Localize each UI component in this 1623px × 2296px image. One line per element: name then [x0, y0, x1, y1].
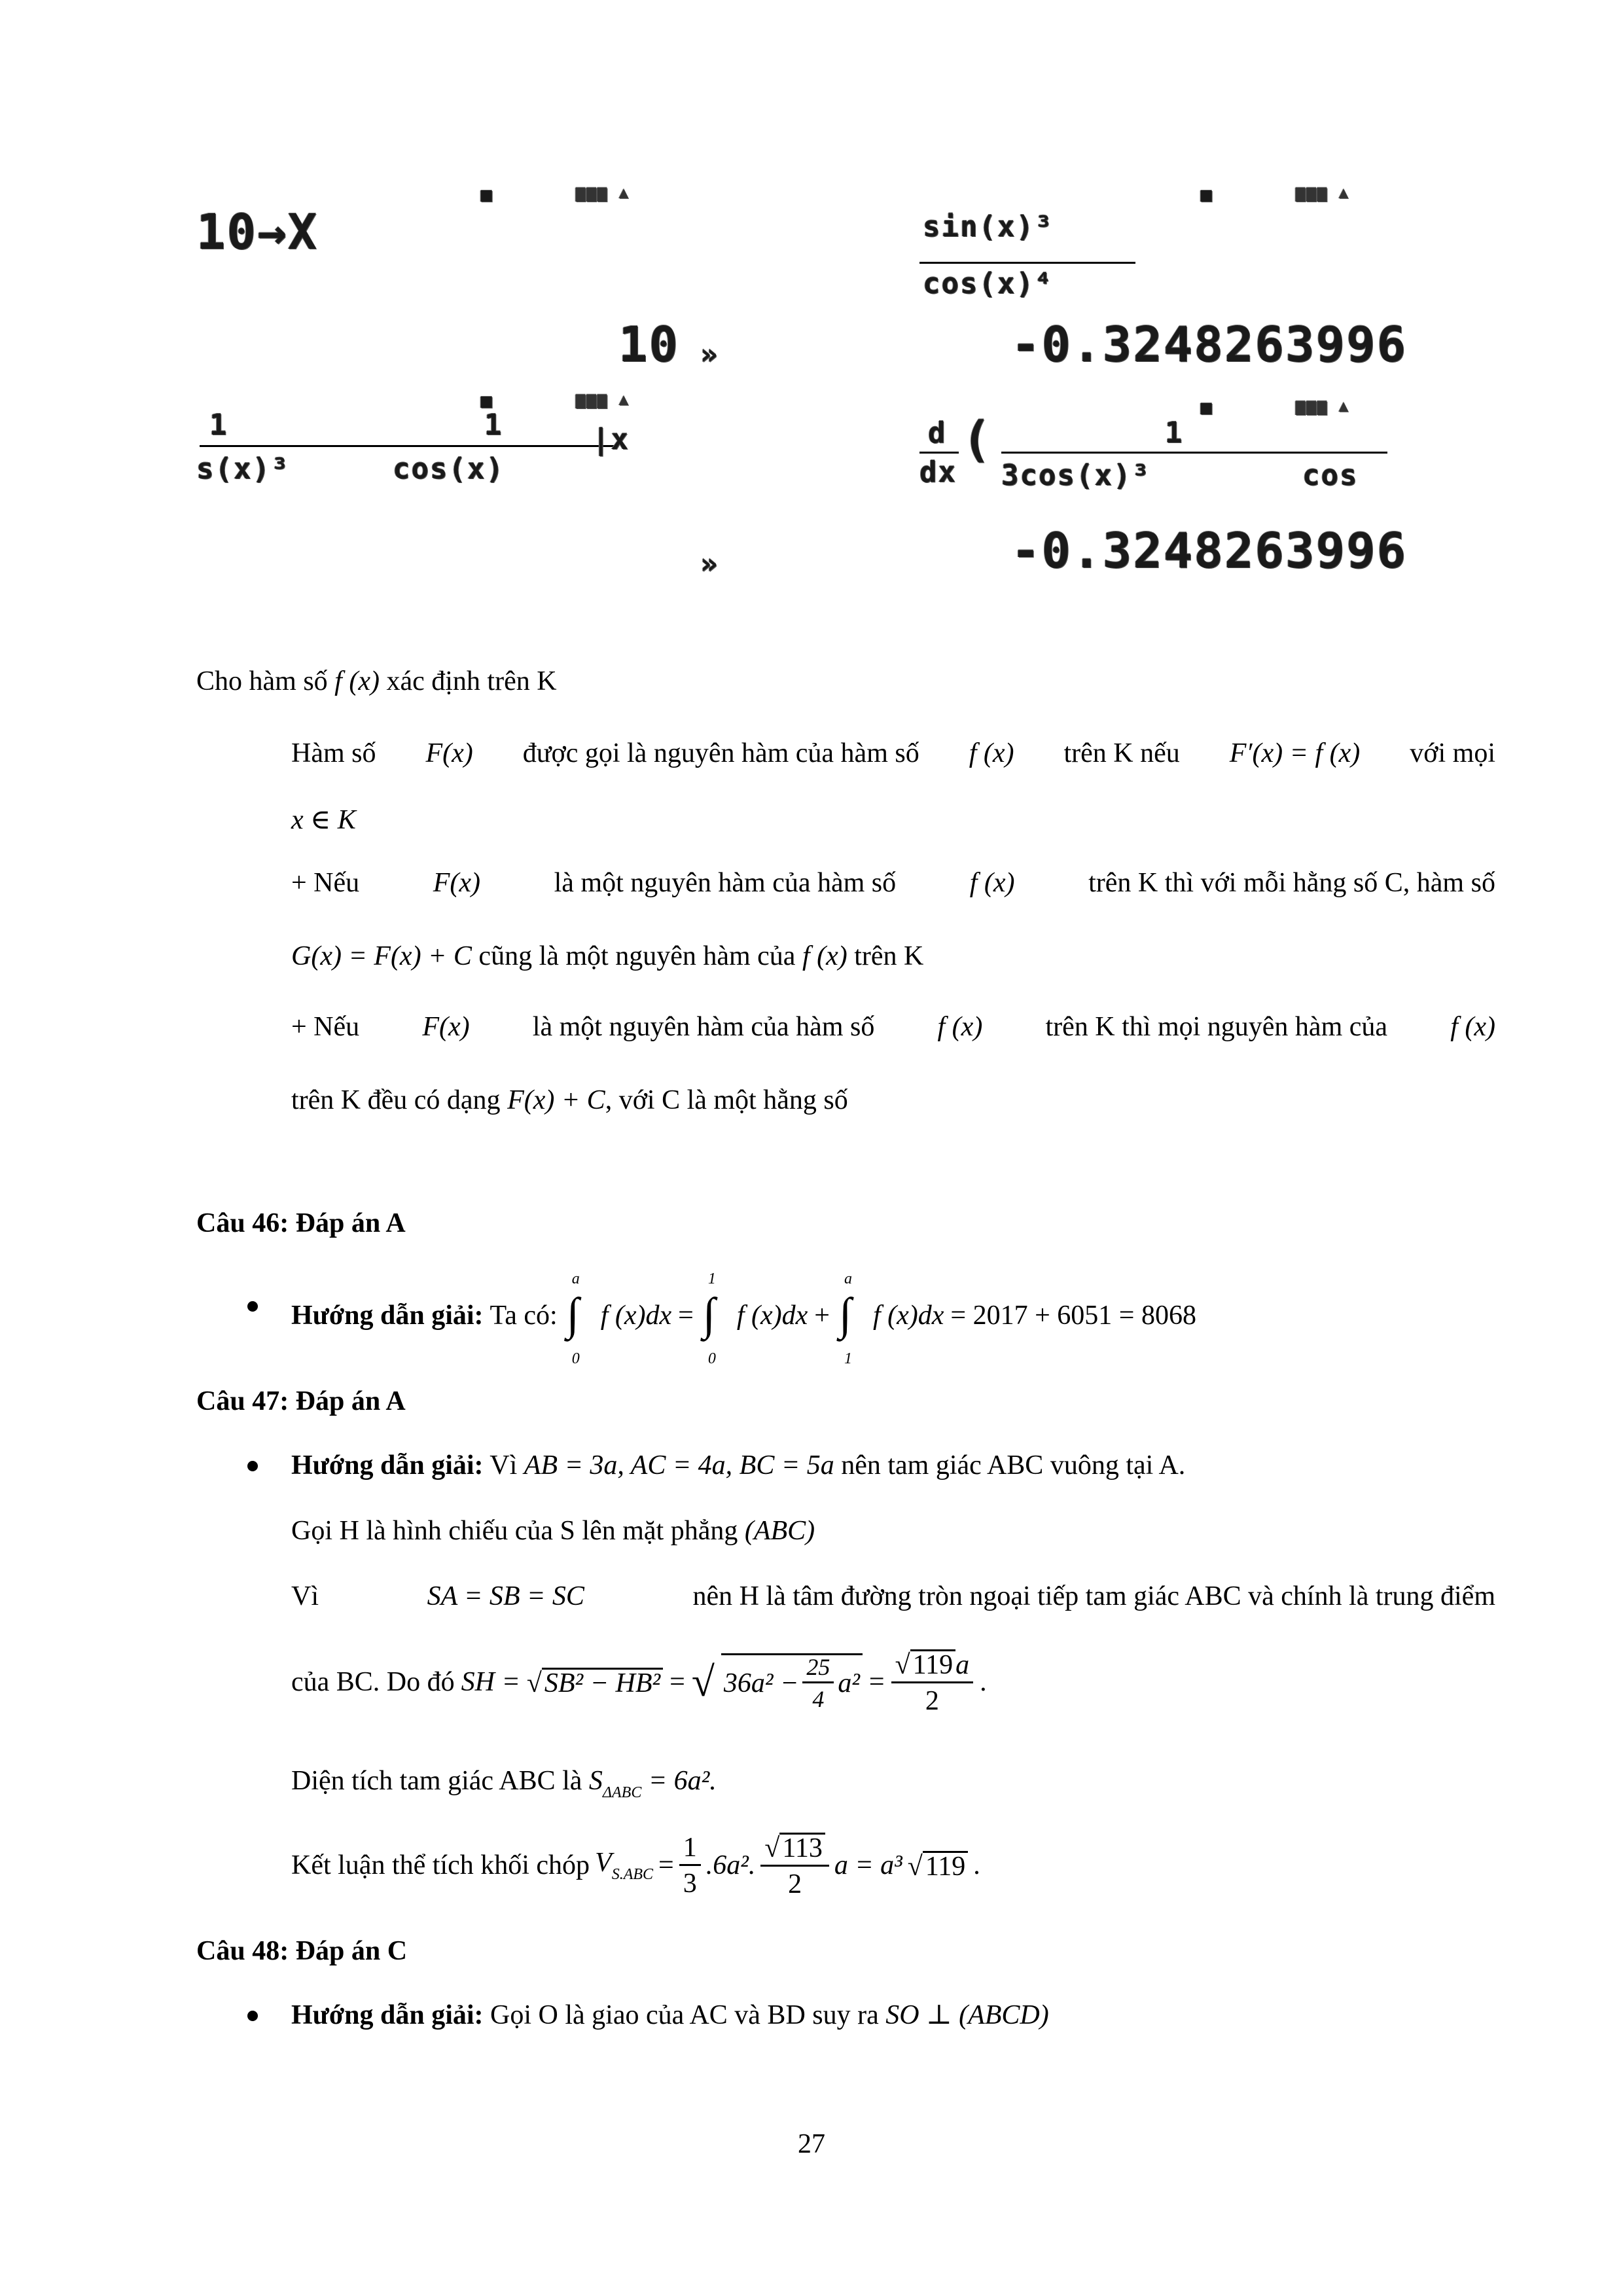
q48-line-1: Hướng dẫn giải: Gọi O là giao của AC và BD suy ra SO ⊥ (ABCD): [291, 2000, 1049, 2030]
q47-line-4: của BC. Do đó SH = √SB² − HB² = √ 36a² − $\frac{25}{4}$ a² = $\frac{√119a}{2}$ .: [291, 1650, 987, 1716]
calc-result: 10: [618, 317, 680, 373]
calc-numerator: sin(x)³: [923, 210, 1054, 243]
calc-fraction-bar: [919, 452, 959, 454]
calc-frac-num: 1: [209, 408, 228, 442]
theory-property-2: + Nếu F(x) là một nguyên hàm của hàm số f (x) trên K thì mọi nguyên hàm của f (x): [291, 1012, 1495, 1042]
calc-expression: 10→X: [196, 204, 319, 260]
status-marks: ▪: [1198, 390, 1217, 423]
q47-heading: Câu 47: Đáp án A: [196, 1386, 406, 1416]
calc-result: -0.3248263996: [1011, 317, 1408, 373]
calc-tail: |x: [592, 423, 630, 456]
calc-fraction-bar: [200, 445, 618, 447]
theory-domain: x ∈ K: [291, 805, 356, 835]
q47-line-6: Kết luận thể tích khối chóp $V_{S.ABC}$ = $\frac{1}{3}$ .6a². $\frac{√113}{2}$ a = a³ √119 .: [291, 1832, 980, 1899]
bullet: [247, 2011, 258, 2021]
status-icons: ▆▆▆ ▲: [1296, 183, 1350, 202]
q48-heading: Câu 48: Đáp án C: [196, 1936, 408, 1966]
theory-intro: Cho hàm số f (x) xác định trên K: [196, 666, 557, 696]
q47-line-5: Diện tích tam giác ABC là $S_{\Delta ABC} = 6a^2$.: [291, 1766, 717, 1801]
calc-frac-den: cos(x): [393, 452, 505, 486]
bullet: [247, 1461, 258, 1471]
calc-fraction-bar: [1001, 452, 1387, 454]
integral: a ∫ 1: [838, 1270, 852, 1367]
calc-numerator: 1: [1165, 416, 1184, 450]
status-marks: ▪: [478, 384, 497, 417]
calc-frac-den: s(x)³: [196, 452, 290, 486]
q47-line-3: Vì SA = SB = SC nên H là tâm đường tròn ngoại tiếp tam giác ABC và chính là trung điểm: [291, 1581, 1495, 1611]
calc-arrows: »: [700, 338, 719, 371]
theory-property-2-cont: trên K đều có dạng F(x) + C, với C là một hằng số: [291, 1085, 848, 1115]
q47-line-1: Hướng dẫn giải: Vì AB = 3a, AC = 4a, BC = 5a nên tam giác ABC vuông tại A.: [291, 1450, 1186, 1480]
theory-definition: Hàm số F(x) được gọi là nguyên hàm của hàm số f (x) trên K nếu F′(x) = f (x) với mọi: [291, 738, 1495, 768]
q47-line-2: Gọi H là hình chiếu của S lên mặt phẳng (ABC): [291, 1516, 815, 1546]
bullet: [247, 1301, 258, 1312]
calc-denominator: cos(x)⁴: [923, 267, 1054, 300]
calc-denominator: 3cos(x)³: [1001, 459, 1150, 492]
calc-paren: (: [962, 412, 993, 468]
integral: 1 ∫ 0: [702, 1270, 716, 1367]
theory-property-1-cont: G(x) = F(x) + C cũng là một nguyên hàm của f (x) trên K: [291, 941, 924, 971]
calc-denominator: cos: [1302, 459, 1359, 492]
calc-derivative-d: d: [928, 416, 947, 450]
status-marks: ▪: [478, 177, 497, 211]
status-icons: ▆▆▆ ▲: [576, 390, 630, 408]
status-marks: ▪: [1198, 177, 1217, 211]
q46-heading: Câu 46: Đáp án A: [196, 1208, 406, 1238]
calc-result: -0.3248263996: [1011, 523, 1408, 579]
calc-arrows: »: [700, 547, 719, 581]
status-icons: ▆▆▆ ▲: [1296, 397, 1350, 415]
status-icons: ▆▆▆ ▲: [576, 183, 630, 202]
integral: a ∫ 0: [566, 1270, 580, 1367]
q46-solution: Hướng dẫn giải: Ta có: a ∫ 0 f (x)dx = 1 ∫ 0 f (x)dx + a ∫ 1 f (x)dx = 2017 + 6051 = 8068: [291, 1270, 1196, 1367]
page-number: 27: [798, 2129, 825, 2159]
calc-derivative-dx: dx: [919, 456, 957, 489]
calc-frac-num: 1: [484, 408, 503, 442]
theory-property-1: + Nếu F(x) là một nguyên hàm của hàm số f (x) trên K thì với mỗi hằng số C, hàm số: [291, 868, 1495, 898]
calc-fraction-bar: [919, 262, 1135, 264]
